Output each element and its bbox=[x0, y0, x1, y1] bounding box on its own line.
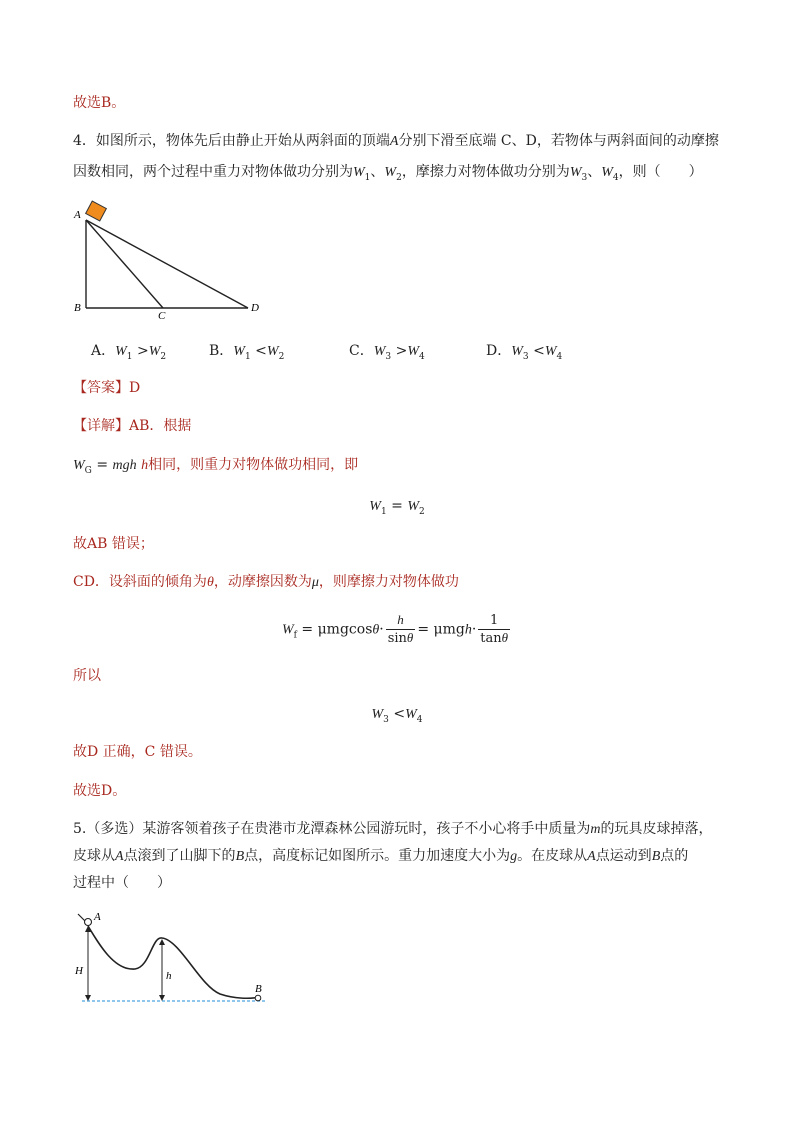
q4-stem-line1: 4．如图所示，物体先后由静止开始从两斜面的顶端A分别下滑至底端 C、D，若物体与两斜面间的动摩擦 bbox=[73, 133, 719, 149]
label-D: D bbox=[251, 302, 259, 314]
block-icon bbox=[86, 201, 107, 221]
label-C: C bbox=[158, 310, 166, 320]
q5-hill-figure bbox=[70, 906, 280, 1010]
q4-d-right: 故D 正确，C 错误。 bbox=[73, 744, 202, 760]
label-B: B bbox=[255, 983, 262, 995]
q4-option-a[interactable]: A．$W_1 >W_2$ bbox=[91, 343, 167, 362]
label-H: H bbox=[75, 965, 83, 977]
q4-option-b[interactable]: B．$W_1 <W_2$ bbox=[209, 343, 285, 362]
label-A: A bbox=[74, 209, 81, 221]
label-A: A bbox=[94, 911, 101, 923]
q4-wg-line: $W_G$ = mgh h相同，则重力对物体做功相同，即 bbox=[73, 457, 359, 476]
q5-stem-line1: 5.（多选）某游客领着孩子在贵港市龙潭森林公园游玩时，孩子不小心将手中质量为m的玩具皮球掉落， bbox=[73, 821, 713, 837]
label-B: B bbox=[74, 302, 81, 314]
label-h: h bbox=[166, 970, 172, 982]
q5-stem-line3: 过程中（ ） bbox=[73, 875, 171, 891]
q5-stem-line2: 皮球从A点滚到了山脚下的B点，高度标记如图所示。重力加速度大小为g。在皮球从A点运动到B点的 bbox=[73, 848, 689, 864]
q4-stem-line2: 因数相同，两个过程中重力对物体做功分别为$W_1$、$W_2$，摩擦力对物体做功分别为$W_3$、$W_4$，则（ ） bbox=[73, 164, 703, 183]
q4-select-d: 故选D。 bbox=[73, 783, 127, 799]
q4-cd-line: CD．设斜面的倾角为θ，动摩擦因数为μ，则摩擦力对物体做功 bbox=[73, 574, 459, 590]
q4-ab-wrong: 故AB 错误； bbox=[73, 536, 154, 552]
q4-so: 所以 bbox=[73, 668, 101, 684]
q4-eq-w1-w2: $W_1 = W_2$ bbox=[369, 498, 425, 517]
ball-icon bbox=[85, 919, 92, 926]
q4-answer: 【答案】D bbox=[73, 380, 141, 396]
q4-eq-w3-w4: $W_3 <W_4$ bbox=[371, 706, 423, 725]
q4-option-d[interactable]: D．$W_3 <W_4$ bbox=[486, 343, 563, 362]
q3-conclusion: 故选B。 bbox=[73, 95, 126, 111]
q4-incline-figure bbox=[70, 198, 270, 320]
point-b-icon bbox=[255, 995, 261, 1001]
q4-friction-formula: $W_f = \mu mgcos\theta\cdot$ $\frac{h}{\sin\theta}$ = μmgh· $\frac{1}{\tan\theta}$ bbox=[281, 612, 509, 646]
q4-option-c[interactable]: C．$W_3 >W_4$ bbox=[349, 343, 425, 362]
q4-detail-ab: 【详解】AB．根据 bbox=[73, 418, 192, 434]
